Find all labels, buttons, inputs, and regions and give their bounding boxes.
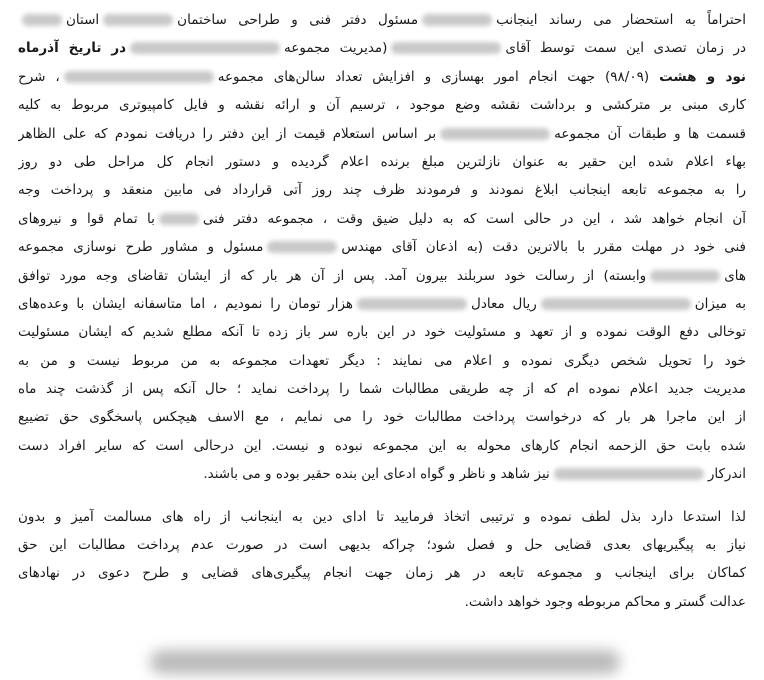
text-line: به میزانریال معادلهزار تومان را نمودیم ، اما متاسفانه ایشان با وعده‌های	[18, 295, 746, 312]
redaction-blur	[650, 270, 720, 282]
redaction-blur	[103, 14, 173, 26]
text-line: احتراماً به استحضار می رساند اینجانبمسئول دفتر فنی و طراحی ساختماناستان	[18, 6, 746, 34]
text-line: آن انجام خواهد شد ، این در حالی است که به دلیل ضیق وقت ، مجموعه دفتر فنیبا تمام قوا و نیروهای	[18, 210, 746, 227]
redaction-blur	[391, 42, 501, 54]
redaction-blur	[357, 298, 467, 310]
text-line: هایوابسته) از رسالت خود سربلند بیرون آمد. پس از آن هر بار که از ایشان تقاضای وجه مورد توافق	[18, 267, 746, 284]
text-line: لذا استدعا دارد بذل لطف نموده و ترتیبی اتخاذ فرمایید تا ادای دین به اینجانب از راه های مسالمت آمیز و بدون	[18, 508, 746, 525]
text-line: خود را تحویل شخص دیگری نموده و اعلام می نمایند : دیگر تعهدات مجموعه به من مربوط نیست و من به	[18, 352, 746, 369]
text-line: را به مجموعه تابعه اینجانب ابلاغ نمودند و فرمودند ظرف چند روز آتی قرارداد فی مابین منعقد و پرداخت وجه	[18, 182, 746, 199]
text-line: نود و هشت (۹۸/۰۹) جهت انجام امور بهسازی و افزایش تعداد سالن‌های مجموعه، شرح	[18, 68, 746, 85]
redaction-blur	[422, 14, 492, 26]
signature-redaction-blur	[150, 650, 620, 674]
redaction-blur	[159, 213, 199, 225]
paragraph-2	[18, 503, 746, 617]
redaction-blur	[64, 71, 214, 83]
paragraph-1	[18, 6, 746, 489]
redaction-blur	[440, 128, 550, 140]
text-line: شده بابت حق الزحمه انجام کارهای محوله به این مجموعه نبوده و نیست. این درحالی است که سایر افراد دست	[18, 437, 746, 454]
redaction-blur	[130, 42, 280, 54]
text-line: مدیریت جدید اعلام نموده ام که از چه طریقی مطالبات شما را پرداخت نماید ؛ حال آنکه پس از گذشت چند ماه	[18, 381, 746, 398]
text-line: از این ماجرا هر بار که درخواست پرداخت مطالبات خود را می نمایم ، مع الاسف هیچکس پاسخگوی حق تضییع	[18, 409, 746, 426]
text-line: فنی خود در مهلت مقرر با بالاترین دقت (به اذعان آقای مهندسمسئول و مشاور طرح نوسازی مجموعه	[18, 239, 746, 256]
redaction-blur	[267, 241, 337, 253]
text-line: نیاز به پیگیریهای بعدی قضایی حل و فصل شود؛ چراکه بدیهی است در صورت عدم پرداخت مطالبات این حق	[18, 537, 746, 554]
text-line: اندرکارنیز شاهد و ناظر و گواه ادعای این بنده حقیر بوده و می باشند.	[203, 466, 746, 483]
redaction-blur	[22, 14, 62, 26]
text-line: بهاء اعلام شده این حقیر به عنوان نازلترین مبلغ برنده اعلام گردیده و دستور انجام کل مراحل طی دو روز	[18, 153, 746, 170]
text-line: عدالت گستر و محاکم مربوطه وجود خواهد داشت.	[464, 593, 746, 610]
text-line: کاری مبنی بر مترکشی و برداشت نقشه وضع موجود ، ترسیم آن و ارائه نقشه و فایل کامپیوتری مربوط به کلیه	[18, 97, 746, 114]
text-line: قسمت ها و طبقات آن مجموعهبر اساس استعلام قیمت از این دفتر را دریافت نمودم که علی الظاهر	[18, 125, 746, 142]
text-line: توخالی دفع الوقت نموده و از تعهد و مسئولیت خود در این باره سر باز زده تا آنکه مطلع شدیم که ایشان مسئولیت	[18, 324, 746, 341]
text-line: در زمان تصدی این سمت توسط آقای(مدیریت مجموعهدر تاریخ آذرماه	[18, 40, 746, 57]
redaction-blur	[541, 298, 691, 310]
text-line: کماکان برای اینجانب و مجموعه تابعه در هر زمان جهت انجام پیگیری‌های قضایی و طرح دعوی در نهادهای	[18, 565, 746, 582]
redaction-blur	[554, 468, 704, 480]
letter-body	[18, 6, 746, 616]
